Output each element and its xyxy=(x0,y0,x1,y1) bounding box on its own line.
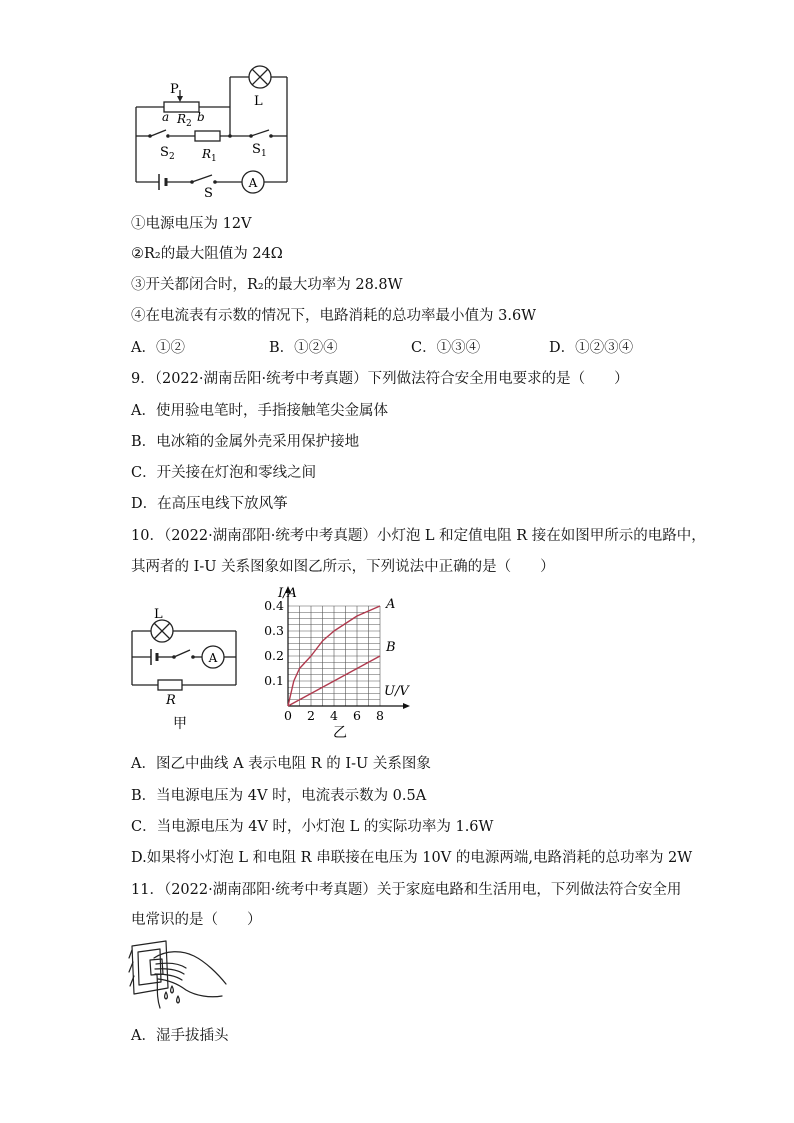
label-p: P xyxy=(170,82,179,97)
q11-stem-line1: 11．（2022·湖南邵阳·统考中考真题）关于家庭电路和生活用电，下列做法符合安全用 xyxy=(131,882,682,898)
q11-stem-line2: 电常识的是（ ） xyxy=(131,912,262,928)
label-l: L xyxy=(154,607,163,622)
q8-statement-2: ②R₂的最大阻值为 24Ω xyxy=(131,246,283,262)
series-label-b: B xyxy=(386,640,396,655)
q10-option-c: C．当电源电压为 4V 时，小灯泡 L 的实际功率为 1.6W xyxy=(131,819,494,835)
y-tick-label: 0.3 xyxy=(264,623,284,638)
svg-text:1: 1 xyxy=(261,149,267,159)
ammeter-icon xyxy=(242,171,264,193)
y-tick-label: 0.4 xyxy=(264,598,284,613)
q10-stem-line2: 其两者的 I-U 关系图象如图乙所示，下列说法中正确的是（ ） xyxy=(131,559,555,575)
q9-option-d: D．在高压电线下放风筝 xyxy=(131,496,288,512)
label-r: R xyxy=(166,693,176,708)
q10-option-a: A．图乙中曲线 A 表示电阻 R 的 I-U 关系图象 xyxy=(131,756,431,772)
q8-circuit-diagram xyxy=(120,60,310,200)
q10-stem-line1: 10．（2022·湖南邵阳·统考中考真题）小灯泡 L 和定值电阻 R 接在如图甲所示的电路中， xyxy=(131,528,706,544)
y-axis-label: I/A xyxy=(278,586,297,601)
ammeter-icon xyxy=(202,646,224,668)
q10-option-b: B．当电源电压为 4V 时，电流表示数为 0.5A xyxy=(131,788,427,804)
q9-option-a: A．使用验电笔时，手指接触笔尖金属体 xyxy=(131,403,388,419)
q10-option-d: D.如果将小灯泡 L 和电阻 R 串联接在电压为 10V 的电源两端,电路消耗的总功率为 2W xyxy=(131,850,693,866)
q11-option-a: A．湿手拔插头 xyxy=(131,1028,229,1044)
svg-text:A: A xyxy=(248,176,258,190)
y-tick-label: 0.1 xyxy=(264,673,284,688)
y-tick-label: 0.2 xyxy=(264,648,284,663)
x-tick-label: 6 xyxy=(353,708,361,723)
q8-statement-3: ③开关都闭合时，R₂的最大功率为 28.8W xyxy=(131,277,403,293)
label-s: S xyxy=(204,186,213,200)
q8-option-b: B．①②④ xyxy=(269,340,338,356)
lamp-icon xyxy=(151,620,173,642)
x-tick-label: 2 xyxy=(307,708,315,723)
resistor-r xyxy=(158,680,182,690)
x-tick-label: 4 xyxy=(330,708,338,723)
q9-option-b: B．电冰箱的金属外壳采用保护接地 xyxy=(131,434,360,450)
series-label-a: A xyxy=(386,597,396,612)
x-axis-label: U/V xyxy=(384,684,409,699)
r2-resistor xyxy=(164,102,199,112)
q9-option-c: C．开关接在灯泡和零线之间 xyxy=(131,465,317,481)
x-tick-label: 0 xyxy=(284,708,292,723)
q8-option-a: A．①② xyxy=(131,340,185,356)
x-tick-label: 8 xyxy=(376,708,384,723)
chart-caption: 乙 xyxy=(333,725,347,741)
label-l: L xyxy=(254,94,263,109)
q10-circuit-jia xyxy=(124,604,244,734)
svg-text:2: 2 xyxy=(169,152,175,162)
q8-option-c: C．①③④ xyxy=(411,340,481,356)
wet-hand-unplugging-illustration xyxy=(126,938,230,1010)
q8-statement-1: ①电源电压为 12V xyxy=(131,216,252,232)
label-r1: R xyxy=(202,147,212,161)
q10-iu-chart xyxy=(260,582,420,742)
q8-option-d: D．①②③④ xyxy=(549,340,634,356)
label-s1: S xyxy=(252,142,261,157)
q9-stem: 9．（2022·湖南岳阳·统考中考真题）下列做法符合安全用电要求的是（ ） xyxy=(131,371,629,387)
lamp-icon xyxy=(249,66,271,88)
label-s2: S xyxy=(160,145,169,160)
svg-text:A: A xyxy=(208,651,218,665)
r1-resistor xyxy=(195,131,220,141)
svg-text:2: 2 xyxy=(186,119,192,129)
q8-statement-4: ④在电流表有示数的情况下，电路消耗的总功率最小值为 3.6W xyxy=(131,308,537,324)
x-axis-arrow xyxy=(403,703,410,709)
label-b: b xyxy=(197,110,205,124)
label-a: a xyxy=(162,110,170,124)
svg-text:1: 1 xyxy=(211,154,217,164)
fig-caption-jia: 甲 xyxy=(173,716,187,732)
label-r2: R xyxy=(177,112,187,126)
